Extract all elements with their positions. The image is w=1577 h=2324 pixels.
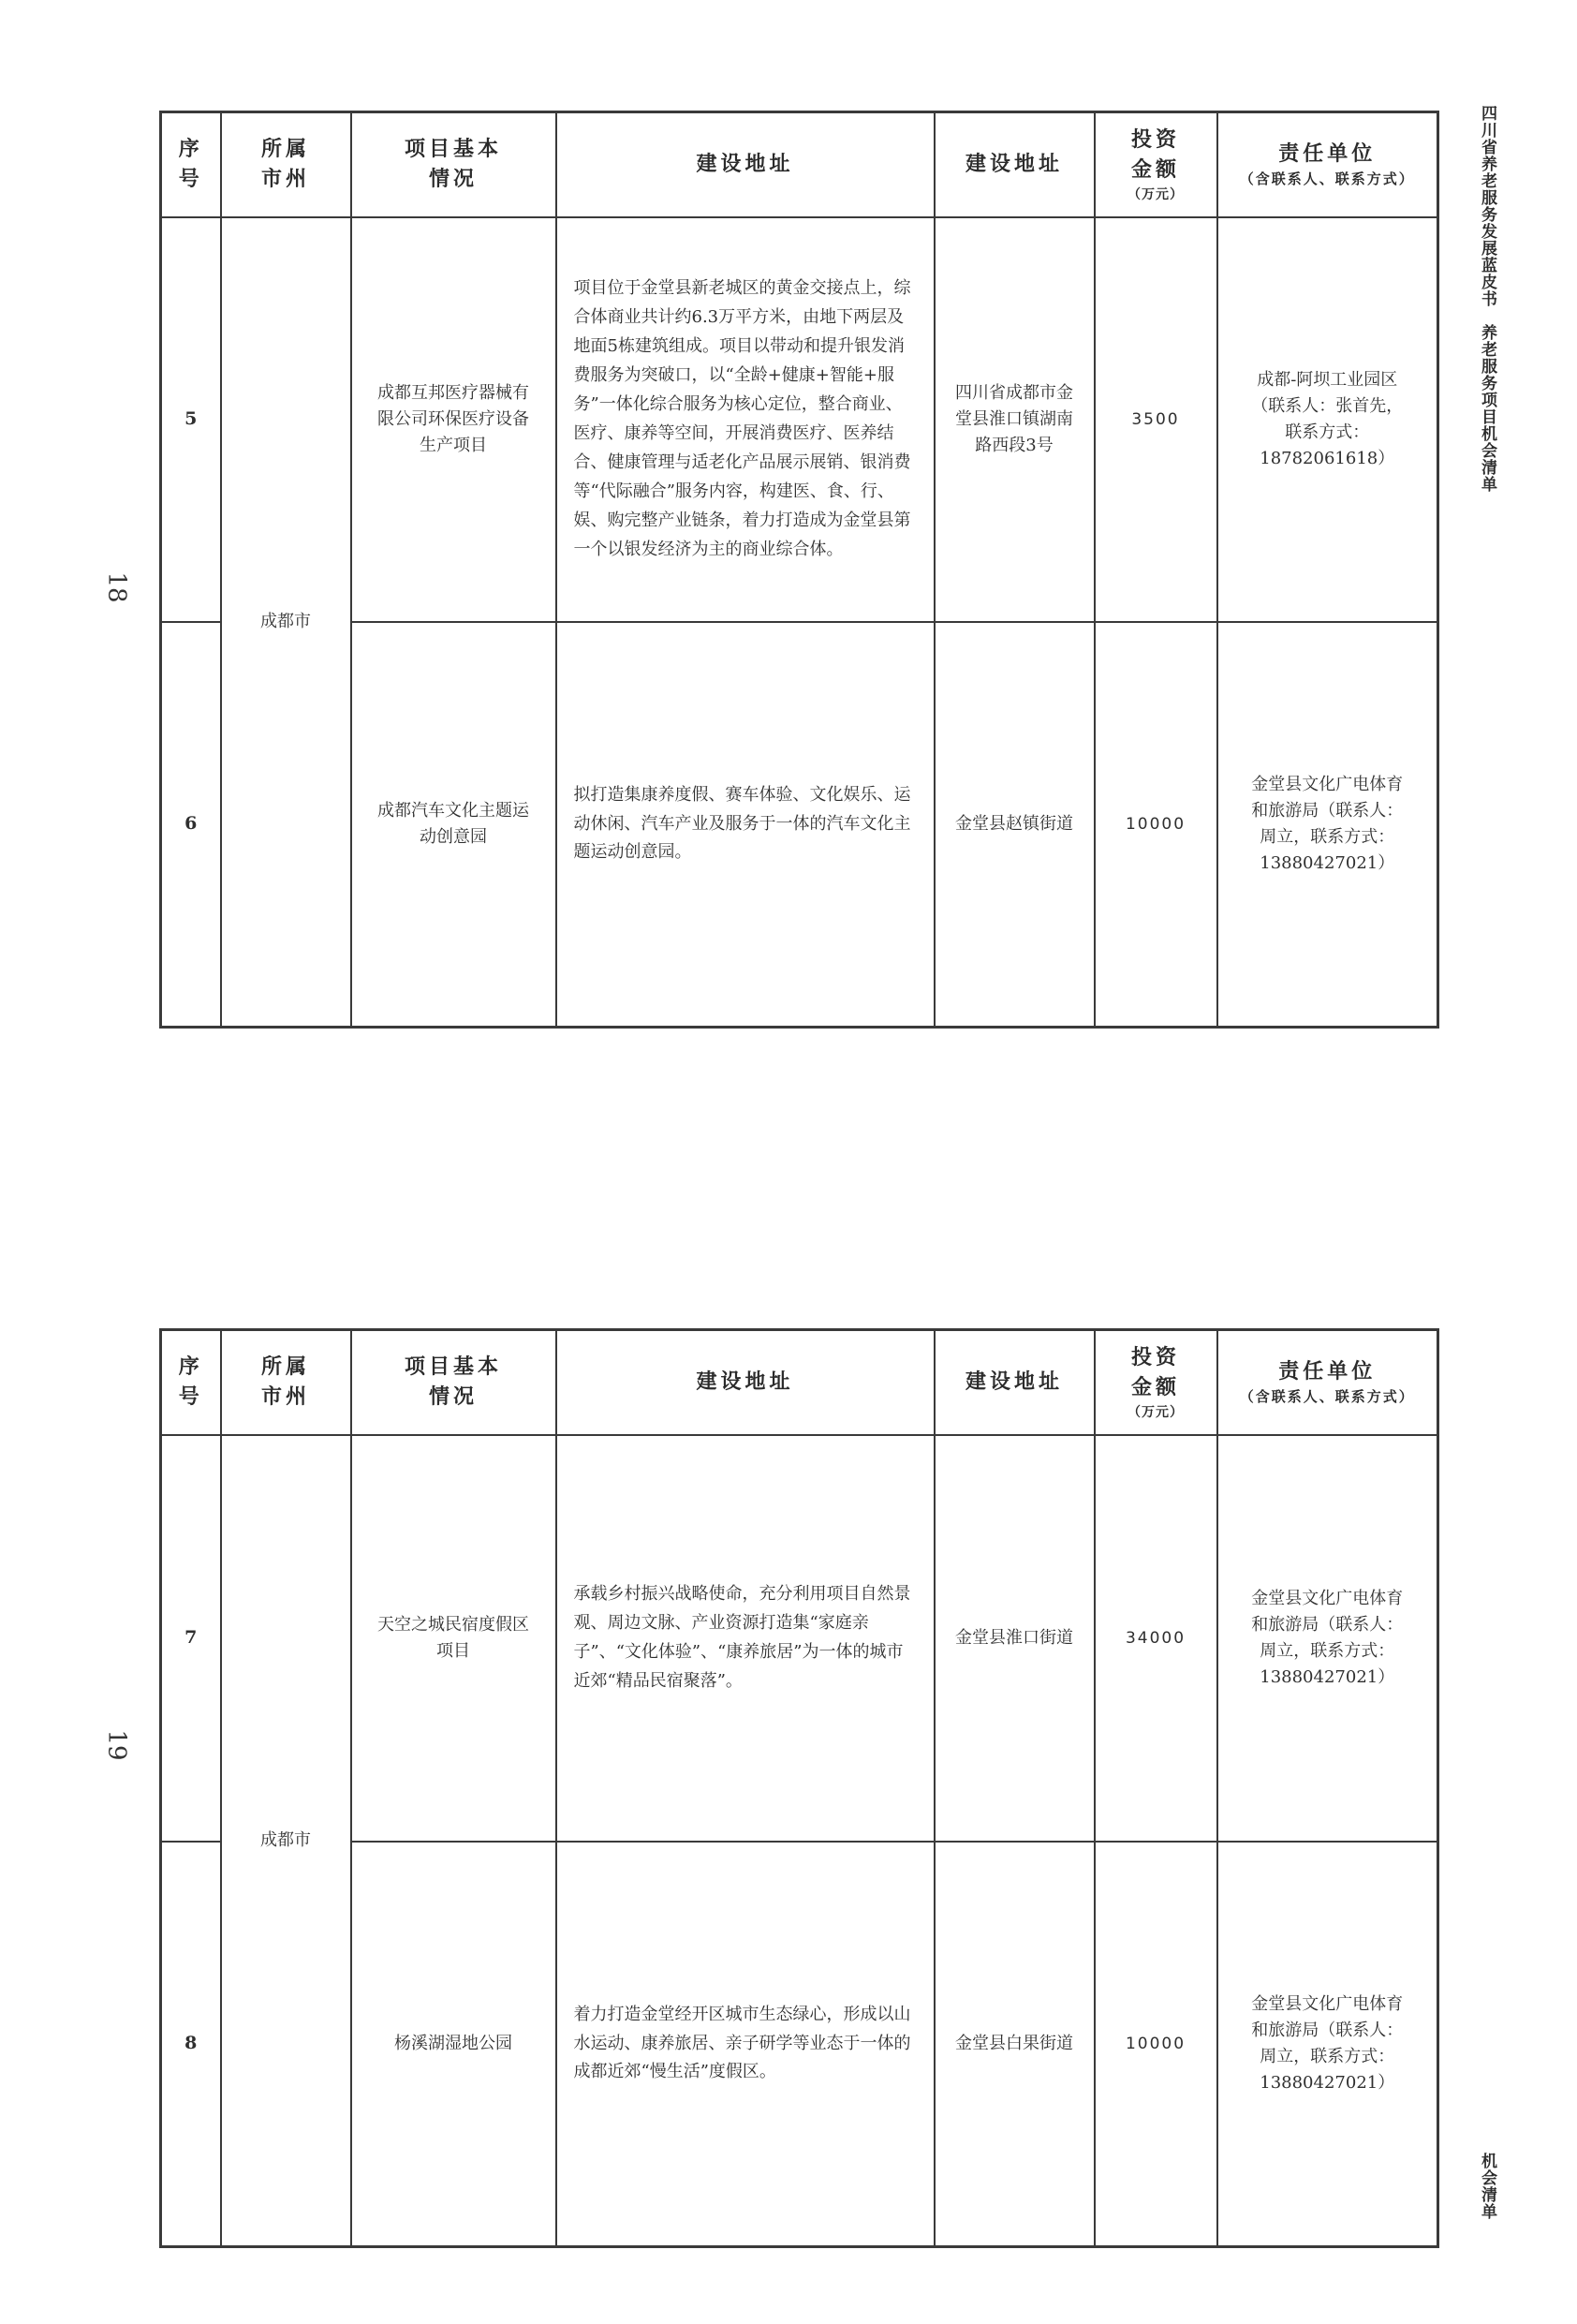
row-city: 成都市 [221,217,351,1028]
row-amount: 10000 [1095,1842,1217,2247]
row-index: 5 [161,217,221,622]
row-project: 天空之城民宿度假区项目 [351,1435,556,1842]
row-location: 金堂县淮口街道 [935,1435,1095,1842]
header-responsible: 责任单位 （含联系人、联系方式） [1217,112,1438,218]
row-location: 金堂县白果街道 [935,1842,1095,2247]
header-project: 项目基本 情况 [351,112,556,218]
header-city: 所属 市州 [221,112,351,218]
row-index: 6 [161,622,221,1028]
project-table-2 [159,1328,1439,2248]
row-location: 四川省成都市金堂县淮口镇湖南路西段3号 [935,217,1095,622]
book-title: 四川省养老服务发展蓝皮书 [1478,105,1496,307]
header-description: 建设地址 [556,112,935,218]
row-responsible: 成都-阿坝工业园区（联系人：张首先，联系方式：18782061618） [1217,217,1438,622]
row-location: 金堂县赵镇街道 [935,622,1095,1028]
row-project: 成都汽车文化主题运动创意园 [351,622,556,1028]
table-row [161,622,1438,1028]
side-running-header [1476,105,1499,493]
header-project: 项目基本 情况 [351,1330,556,1436]
page-number-19: 19 [102,1729,131,1761]
row-responsible: 金堂县文化广电体育和旅游局（联系人：周立，联系方式：13880427021） [1217,622,1438,1028]
header-amount: 投资 金额 （万元） [1095,112,1217,218]
row-amount: 10000 [1095,622,1217,1028]
row-description: 承载乡村振兴战略使命，充分利用项目自然景观、周边文脉、产业资源打造集“家庭亲子”、“文化体验”、“康养旅居”为一体的城市近郊“精品民宿聚落”。 [556,1435,935,1842]
header-location: 建设地址 [935,1330,1095,1436]
row-description: 项目位于金堂县新老城区的黄金交接点上，综合体商业共计约6.3万平方米，由地下两层及地面5栋建筑组成。项目以带动和提升银发消费服务为突破口，以“全龄+健康+智能+服务”一体化综合服务为核心定位，整合商业、医疗、康养等空间，开展消费医疗、医养结合、健康管理与适老化产品展示展销、银消费等“代际融合”服务内容，构建医、食、行、娱、购完整产业链条，着力打造成为金堂县第一个以银发经济为主的商业综合体。 [556,217,935,622]
table-row [161,1435,1438,1842]
header-description: 建设地址 [556,1330,935,1436]
row-index: 8 [161,1842,221,2247]
header-location: 建设地址 [935,112,1095,218]
header-responsible: 责任单位 （含联系人、联系方式） [1217,1330,1438,1436]
header-index: 序 号 [161,1330,221,1436]
row-city: 成都市 [221,1435,351,2247]
row-amount: 34000 [1095,1435,1217,1842]
section-title: 养老服务项目机会清单 [1478,324,1496,493]
row-responsible: 金堂县文化广电体育和旅游局（联系人：周立，联系方式：13880427021） [1217,1435,1438,1842]
row-index: 7 [161,1435,221,1842]
header-index: 序 号 [161,112,221,218]
row-amount: 3500 [1095,217,1217,622]
table-header-row [161,1330,1438,1436]
header-city: 所属 市州 [221,1330,351,1436]
table-row [161,217,1438,622]
table-row [161,1842,1438,2247]
row-description: 拟打造集康养度假、赛车体验、文化娱乐、运动休闲、汽车产业及服务于一体的汽车文化主题运动创意园。 [556,622,935,1028]
table-header-row [161,112,1438,218]
row-project: 成都互邦医疗器械有限公司环保医疗设备生产项目 [351,217,556,622]
row-responsible: 金堂县文化广电体育和旅游局（联系人：周立，联系方式：13880427021） [1217,1842,1438,2247]
page-number-18: 18 [102,571,131,603]
project-table-1 [159,111,1439,1029]
row-project: 杨溪湖湿地公园 [351,1842,556,2247]
row-description: 着力打造金堂经开区城市生态绿心，形成以山水运动、康养旅居、亲子研学等业态于一体的成都近郊“慢生活”度假区。 [556,1842,935,2247]
side-footer-tag: 机会清单 [1478,2153,1496,2220]
header-amount: 投资 金额 （万元） [1095,1330,1217,1436]
